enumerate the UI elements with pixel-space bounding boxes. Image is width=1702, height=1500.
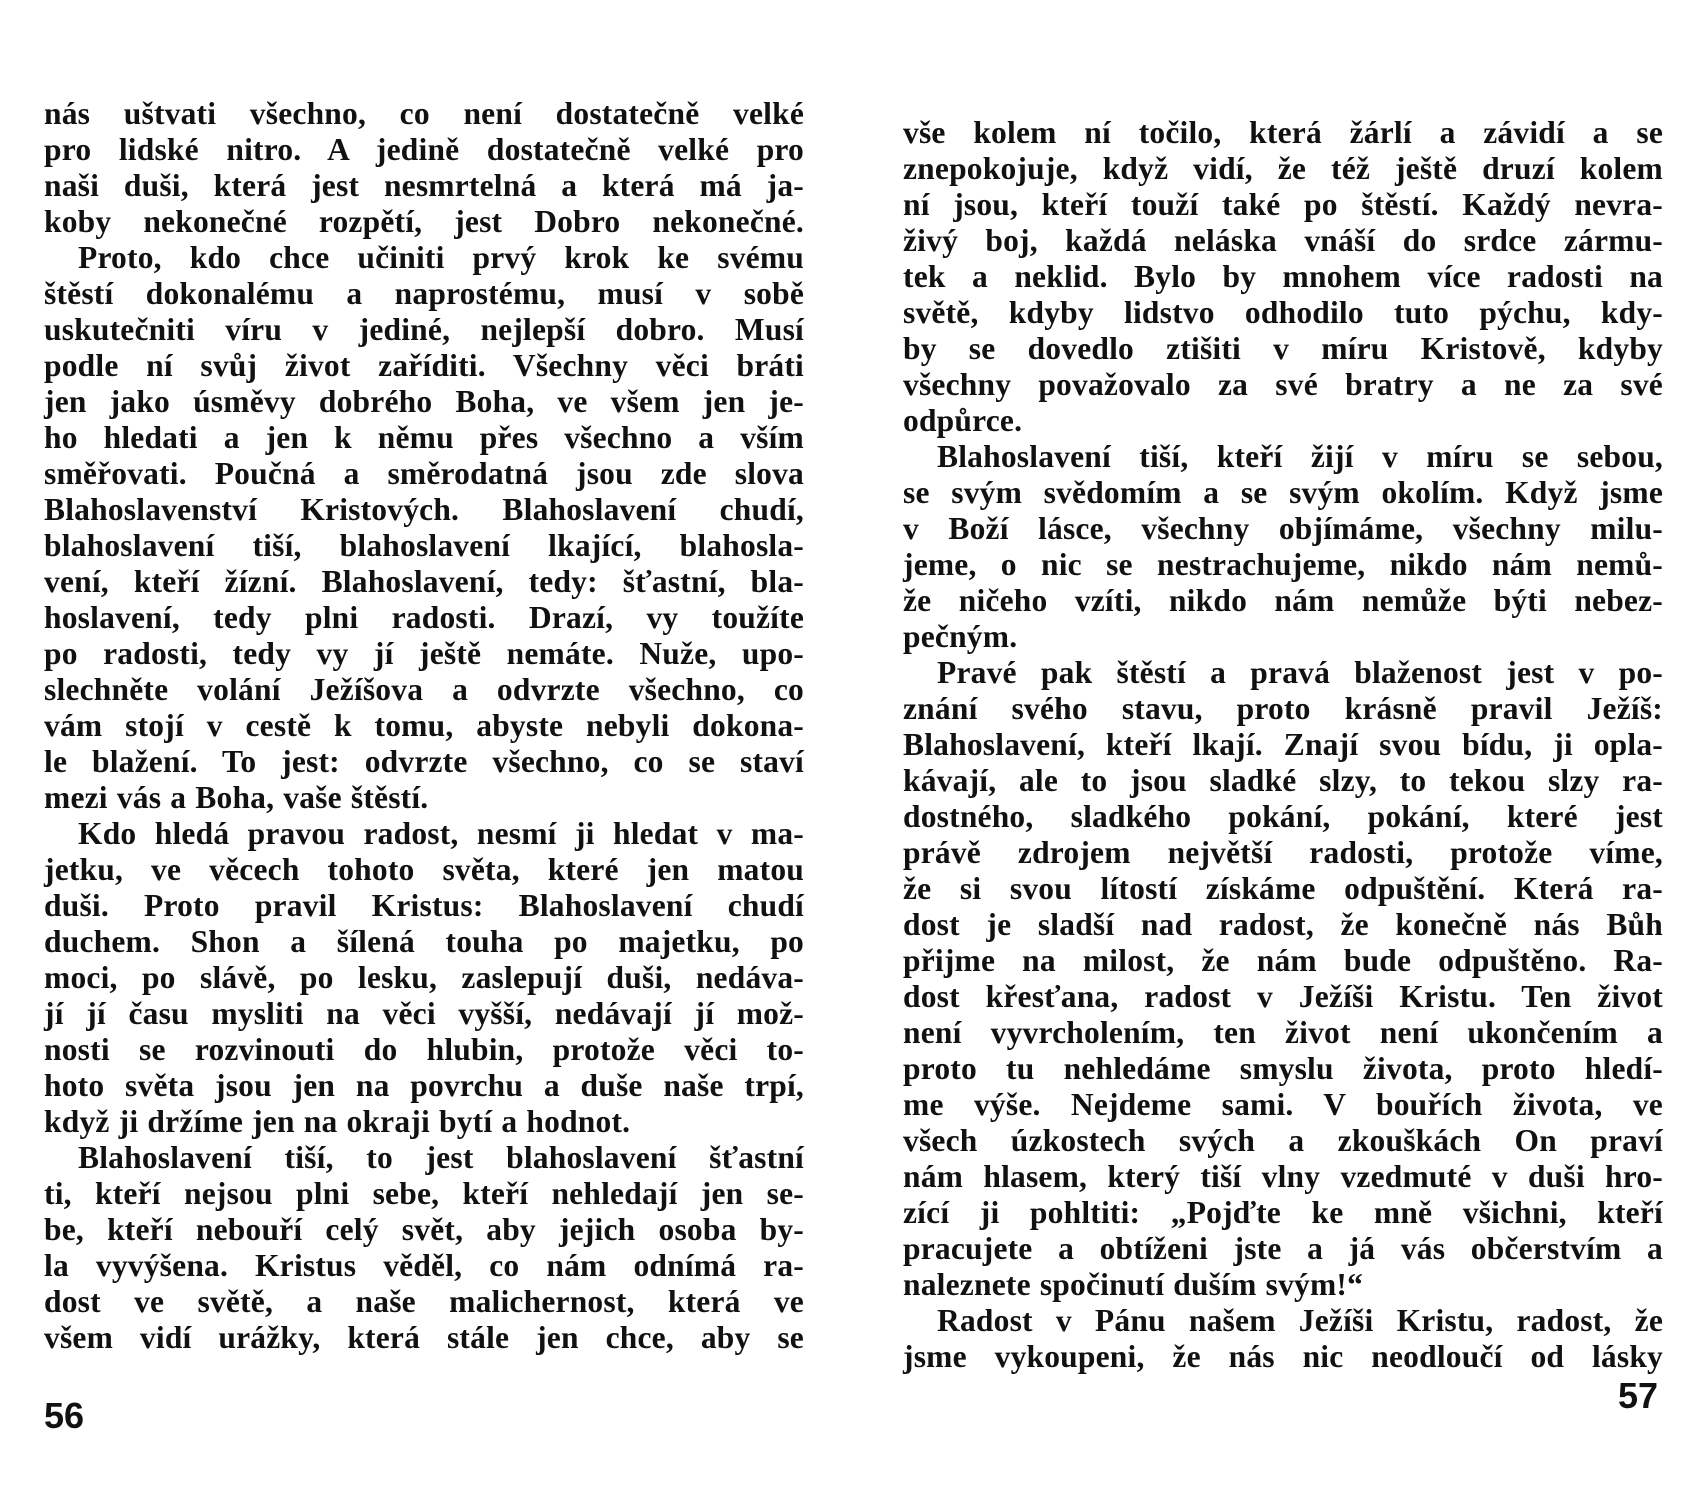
text-line: Blahoslavení, kteří lkají. Znají svou bídu, ji opla- bbox=[903, 727, 1663, 762]
text-line: zící ji pohltiti: „Pojďte ke mně všichni, kteří bbox=[903, 1195, 1663, 1230]
paragraph-end-line: naleznete spočinutí duším svým!“ bbox=[903, 1267, 1364, 1302]
text-line: nám hlasem, který tiší vlny vzedmuté v duši hro- bbox=[903, 1159, 1663, 1194]
text-line: světě, kdyby lidstvo odhodilo tuto pýchu, kdy- bbox=[903, 295, 1663, 330]
text-column bbox=[44, 96, 804, 1356]
text-line: vení, kteří žízní. Blahoslavení, tedy: šťastní, bla- bbox=[44, 564, 804, 599]
text-line: naši duši, která jest nesmrtelná a která má ja- bbox=[44, 168, 804, 203]
text-line: koby nekonečné rozpětí, jest Dobro nekonečné. bbox=[44, 204, 804, 239]
paragraph-end-line: odpůrce. bbox=[903, 403, 1023, 438]
text-line: že ničeho vzíti, nikdo nám nemůže býti nebez- bbox=[903, 583, 1663, 618]
text-line: ní jsou, kteří touží také po štěstí. Každý nevra- bbox=[903, 187, 1663, 222]
text-line: pro lidské nitro. A jedině dostatečně velké pro bbox=[44, 132, 804, 167]
text-line: hoto světa jsou jen na povrchu a duše naše trpí, bbox=[44, 1068, 804, 1103]
page-number: 57 bbox=[1617, 1375, 1658, 1416]
page-number: 56 bbox=[44, 1395, 85, 1436]
text-line: duši. Proto pravil Kristus: Blahoslavení chudí bbox=[44, 888, 804, 923]
text-line: znání svého stavu, proto krásně pravil Ježíš: bbox=[903, 691, 1663, 726]
text-line: dost křesťana, radost v Ježíši Kristu. Ten život bbox=[903, 979, 1663, 1014]
text-column bbox=[903, 115, 1663, 1375]
text-line: dostného, sladkého pokání, pokání, které jest bbox=[903, 799, 1663, 834]
text-line: ti, kteří nejsou plni sebe, kteří nehledají jen se- bbox=[44, 1176, 804, 1211]
paragraph-end-line: mezi vás a Boha, vaše štěstí. bbox=[44, 780, 429, 815]
text-line: blahoslavení tiší, blahoslavení lkající, blahosla- bbox=[44, 528, 804, 563]
text-line: po radosti, tedy vy jí ještě nemáte. Nuže, upo- bbox=[44, 636, 804, 671]
text-line: znepokojuje, když vidí, že též ještě druzí kolem bbox=[903, 151, 1663, 186]
text-line: vše kolem ní točilo, která žárlí a závidí a se bbox=[903, 115, 1663, 150]
text-line: dost ve světě, a naše malichernost, která ve bbox=[44, 1284, 804, 1319]
paragraph-end-line: pečným. bbox=[903, 619, 1018, 654]
text-line: všech úzkostech svých a zkouškách On praví bbox=[903, 1123, 1663, 1158]
paragraph-start-line: Kdo hledá pravou radost, nesmí ji hledat v ma- bbox=[78, 816, 804, 851]
text-line: slechněte volání Ježíšova a odvrzte všechno, co bbox=[44, 672, 804, 707]
text-line: le blažení. To jest: odvrzte všechno, co se staví bbox=[44, 744, 804, 779]
text-line: ho hledati a jen k němu přes všechno a vším bbox=[44, 420, 804, 455]
text-line: me výše. Nejdeme sami. V bouřích života, ve bbox=[903, 1087, 1663, 1122]
text-line: štěstí dokonalému a naprostému, musí v sobě bbox=[44, 276, 804, 311]
text-line: dost je sladší nad radost, že konečně nás Bůh bbox=[903, 907, 1663, 942]
text-line: v Boží lásce, všechny objímáme, všechny milu- bbox=[903, 511, 1663, 546]
text-line: jetku, ve věcech tohoto světa, které jen matou bbox=[44, 852, 804, 887]
text-line: be, kteří nebouří celý svět, aby jejich osoba by- bbox=[44, 1212, 804, 1247]
text-line: moci, po slávě, po lesku, zaslepují duši, nedáva- bbox=[44, 960, 804, 995]
text-line: uskutečniti víru v jediné, nejlepší dobro. Musí bbox=[44, 312, 804, 347]
paragraph-start-line: Pravé pak štěstí a pravá blaženost jest v po- bbox=[937, 655, 1663, 690]
text-line: nás uštvati všechno, co není dostatečně velké bbox=[44, 96, 804, 131]
text-line: všem vidí urážky, která stále jen chce, aby se bbox=[44, 1320, 804, 1355]
text-line: kávají, ale to jsou sladké slzy, to tekou slzy ra- bbox=[903, 763, 1663, 798]
right-page bbox=[851, 0, 1702, 1500]
text-line: podle ní svůj život zaříditi. Všechny věci bráti bbox=[44, 348, 804, 383]
text-line: jsme vykoupeni, že nás nic neodloučí od lásky bbox=[903, 1339, 1663, 1374]
text-line: právě zdrojem největší radosti, protože víme, bbox=[903, 835, 1663, 870]
text-line: přijme na milost, že nám bude odpuštěno. Ra- bbox=[903, 943, 1663, 978]
text-line: není vyvrcholením, ten život není ukončením a bbox=[903, 1015, 1663, 1050]
text-line: duchem. Shon a šílená touha po majetku, po bbox=[44, 924, 804, 959]
text-line: jen jako úsměvy dobrého Boha, ve všem jen je- bbox=[44, 384, 804, 419]
text-line: se svým svědomím a se svým okolím. Když jsme bbox=[903, 475, 1663, 510]
text-line: pracujete a obtíženi jste a já vás občerstvím a bbox=[903, 1231, 1663, 1266]
text-line: la vyvýšena. Kristus věděl, co nám odnímá ra- bbox=[44, 1248, 804, 1283]
text-line: tek a neklid. Bylo by mnohem více radosti na bbox=[903, 259, 1663, 294]
text-line: jeme, o nic se nestrachujeme, nikdo nám nemů- bbox=[903, 547, 1663, 582]
text-line: Blahoslavenství Kristových. Blahoslavení chudí, bbox=[44, 492, 804, 527]
text-line: hoslavení, tedy plni radosti. Drazí, vy toužíte bbox=[44, 600, 804, 635]
text-line: proto tu nehledáme smyslu života, proto hledí- bbox=[903, 1051, 1663, 1086]
text-line: vám stojí v cestě k tomu, abyste nebyli dokona- bbox=[44, 708, 804, 743]
text-line: všechny považovalo za své bratry a ne za své bbox=[903, 367, 1663, 402]
text-line: směřovati. Poučná a směrodatná jsou zde slova bbox=[44, 456, 804, 491]
paragraph-start-line: Blahoslavení tiší, kteří žijí v míru se sebou, bbox=[937, 439, 1663, 474]
text-line: živý boj, každá neláska vnáší do srdce zármu- bbox=[903, 223, 1663, 258]
paragraph-start-line: Blahoslavení tiší, to jest blahoslavení šťastní bbox=[78, 1140, 804, 1175]
paragraph-start-line: Proto, kdo chce učiniti prvý krok ke svému bbox=[78, 240, 804, 275]
paragraph-start-line: Radost v Pánu našem Ježíši Kristu, radost, že bbox=[937, 1303, 1663, 1338]
text-line: by se dovedlo ztišiti v míru Kristově, kdyby bbox=[903, 331, 1663, 366]
text-line: jí jí času mysliti na věci vyšší, nedávají jí mož- bbox=[44, 996, 804, 1031]
text-line: nosti se rozvinouti do hlubin, protože věci to- bbox=[44, 1032, 804, 1067]
paragraph-end-line: když ji držíme jen na okraji bytí a hodnot. bbox=[44, 1104, 631, 1139]
text-line: že si svou lítostí získáme odpuštění. Která ra- bbox=[903, 871, 1663, 906]
